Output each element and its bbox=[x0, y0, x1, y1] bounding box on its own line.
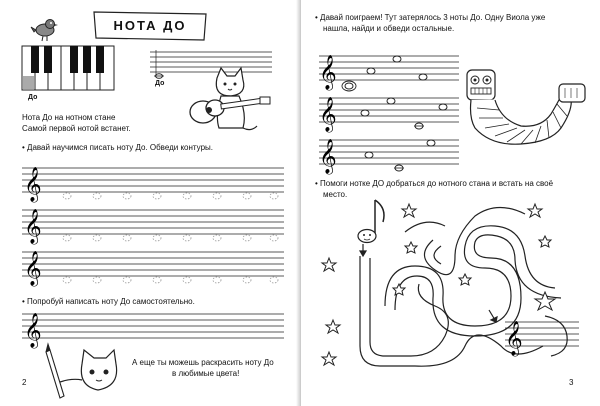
note-character bbox=[358, 200, 384, 243]
cat-guitar-illustration bbox=[185, 66, 275, 136]
left-page bbox=[0, 0, 299, 406]
task-trace-contours: • Давай научимся писать ноту До. Обведи контуры. bbox=[22, 143, 213, 152]
accordion-character bbox=[461, 58, 591, 163]
staff-4 bbox=[22, 310, 284, 348]
bird-icon bbox=[30, 12, 60, 42]
poem-line-2: Самой первой нотой встанет. bbox=[22, 124, 131, 133]
task-maze-line-1: • Помоги нотке ДО добраться до нотного стана и встать на своё bbox=[315, 179, 554, 188]
right-page bbox=[301, 0, 600, 406]
search-staves bbox=[319, 44, 459, 176]
staff-1 bbox=[22, 167, 284, 203]
staff-3 bbox=[22, 251, 284, 287]
svg-text:𝄞: 𝄞 bbox=[24, 209, 42, 244]
search-staff-3 bbox=[319, 139, 459, 175]
svg-text:𝄞: 𝄞 bbox=[24, 313, 42, 348]
poem-line-1: Нота До на нотном стане bbox=[22, 113, 116, 122]
title-banner bbox=[90, 10, 210, 42]
staff-note-label: До bbox=[155, 80, 165, 87]
page-number-right: 3 bbox=[569, 378, 574, 387]
coloring-line-1: А еще ты можешь раскрасить ноту До bbox=[132, 358, 274, 367]
svg-text:𝄞: 𝄞 bbox=[319, 139, 337, 174]
search-staff-1 bbox=[319, 55, 459, 91]
search-staff-2 bbox=[319, 97, 459, 133]
coloring-line-2: в любимые цвета! bbox=[172, 369, 240, 378]
page-number-left: 2 bbox=[22, 378, 27, 387]
svg-text:𝄞: 𝄞 bbox=[24, 167, 42, 202]
task-find-notes-line-2: нашла, найди и обведи остальные. bbox=[323, 24, 455, 33]
page-title: НОТА ДО bbox=[113, 18, 187, 33]
staff-2 bbox=[22, 209, 284, 245]
keyboard-label: До bbox=[28, 94, 38, 101]
task-write-note: • Попробуй написать ноту До самостоятельно. bbox=[22, 297, 195, 306]
maze-paths bbox=[360, 207, 567, 366]
dotted-note-guides bbox=[63, 193, 278, 283]
piano-keyboard bbox=[22, 46, 114, 90]
svg-text:𝄞: 𝄞 bbox=[505, 321, 523, 356]
task-find-notes-line-1: • Давай поиграем! Тут затерялось 3 ноты До. Одну Виола уже bbox=[315, 13, 546, 22]
svg-text:𝄞: 𝄞 bbox=[319, 97, 337, 132]
task-maze-line-2: место. bbox=[323, 190, 348, 199]
maze-illustration bbox=[315, 196, 595, 376]
svg-text:𝄞: 𝄞 bbox=[319, 55, 337, 90]
target-staff bbox=[505, 321, 579, 357]
maze-arrows bbox=[360, 244, 497, 322]
svg-text:𝄞: 𝄞 bbox=[24, 251, 42, 286]
cat-pencil-illustration bbox=[40, 342, 125, 402]
